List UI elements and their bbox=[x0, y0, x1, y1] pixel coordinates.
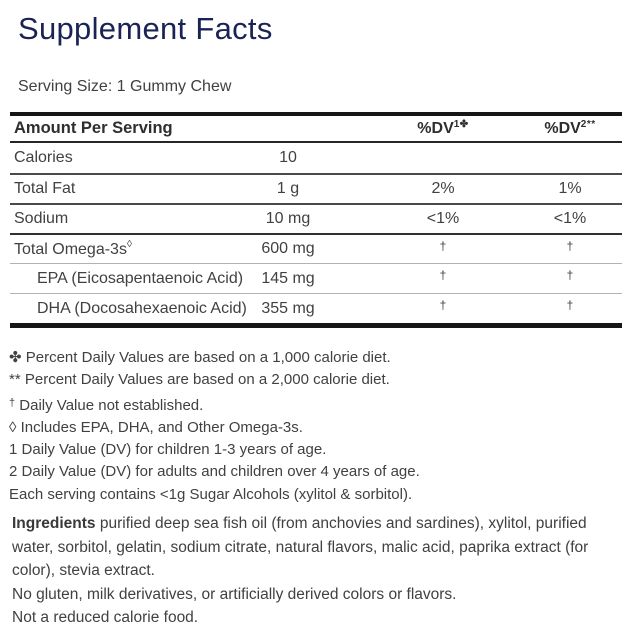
ingredients-list: purified deep sea fish oil (from anchovies and sardines), xylitol, purified water, sorbitol, gelatin, sodium citrate, natural flavors, malic acid, paprika extract (for color), stevia extract. bbox=[12, 515, 589, 580]
table-row-total-omega3s bbox=[10, 233, 622, 263]
no-gluten-note: No gluten, milk derivatives, or artificially derived colors or flavors. bbox=[12, 585, 457, 603]
footnote-text: Includes EPA, DHA, and Other Omega-3s. bbox=[20, 418, 303, 436]
footnote-text: Daily Value (DV) for adults and children over 4 years of age. bbox=[21, 463, 420, 481]
nutrient-dv1: † bbox=[439, 239, 447, 253]
nutrient-dv1: † bbox=[439, 298, 447, 312]
header-dv2 bbox=[518, 119, 622, 138]
nutrient-name: EPA (Eicosapentaenoic Acid) bbox=[37, 269, 244, 287]
nutrition-table bbox=[10, 112, 622, 328]
nutrient-amount: 600 mg bbox=[261, 240, 315, 257]
footnote-1000-calorie bbox=[9, 347, 637, 369]
footnote-text: Daily Value (DV) for children 1-3 years of age. bbox=[21, 441, 327, 459]
nutrient-amount: 1 g bbox=[276, 180, 300, 197]
nutrient-name: Sodium bbox=[14, 210, 69, 227]
table-header-row bbox=[10, 116, 622, 143]
footnote-sugar-alcohols bbox=[9, 484, 637, 506]
nutrient-amount: 10 bbox=[279, 149, 297, 166]
footnote-includes-omega3s bbox=[9, 417, 637, 439]
footnote-dv-children bbox=[9, 439, 637, 461]
four-petal-symbol: ✤ bbox=[9, 349, 22, 366]
table-row-sodium bbox=[10, 203, 622, 233]
footnote-text: Percent Daily Values are based on a 1,000 calorie diet. bbox=[25, 349, 391, 366]
ingredients-block bbox=[12, 512, 622, 630]
nutrient-dv1: † bbox=[439, 268, 447, 282]
header-dv1 bbox=[368, 119, 518, 138]
table-row-epa bbox=[10, 263, 622, 293]
not-reduced-calorie-note: Not a reduced calorie food. bbox=[12, 609, 199, 627]
ingredients-paragraph bbox=[12, 512, 622, 583]
nutrient-dv2: † bbox=[566, 239, 574, 253]
header-dv2-base: %DV bbox=[544, 120, 581, 137]
nutrient-name: Calories bbox=[14, 149, 73, 166]
nutrient-dv1: 2% bbox=[431, 180, 455, 197]
header-dv1-base: %DV bbox=[417, 120, 454, 137]
lozenge-superscript: ◊ bbox=[126, 239, 132, 250]
header-dv1-superscript: 1✤ bbox=[453, 119, 469, 130]
nutrient-name: Total Fat bbox=[14, 180, 76, 197]
lozenge-symbol: ◊ bbox=[9, 418, 17, 436]
footnote-number-2: 2 bbox=[9, 463, 18, 481]
serving-size-text: Serving Size: 1 Gummy Chew bbox=[18, 78, 232, 95]
footnote-2000-calorie bbox=[9, 369, 637, 391]
double-asterisk-symbol: ** bbox=[9, 371, 21, 389]
footnote-number-1: 1 bbox=[9, 441, 18, 459]
table-row-dha bbox=[10, 293, 622, 323]
footnote-text: Percent Daily Values are based on a 2,000 calorie diet. bbox=[24, 371, 390, 389]
ingredients-label: Ingredients bbox=[12, 515, 96, 533]
footnotes-block bbox=[9, 347, 637, 506]
dagger-symbol: † bbox=[9, 396, 16, 409]
footnote-dv-not-established bbox=[9, 392, 637, 417]
footnote-dv-adults bbox=[9, 461, 637, 483]
nutrient-dv2: 1% bbox=[558, 180, 582, 197]
nutrient-amount: 355 mg bbox=[261, 299, 315, 317]
nutrient-dv1: <1% bbox=[426, 210, 460, 227]
page-title: Supplement Facts bbox=[18, 11, 273, 46]
header-amount-per-serving: Amount Per Serving bbox=[14, 119, 173, 137]
header-dv2-superscript: 2** bbox=[580, 119, 596, 130]
footnote-text: Each serving contains <1g Sugar Alcohols (xylitol & sorbitol). bbox=[9, 485, 413, 503]
nutrient-name: DHA (Docosahexaenoic Acid) bbox=[37, 299, 247, 317]
nutrient-dv2: † bbox=[566, 268, 574, 282]
nutrient-amount: 10 mg bbox=[265, 210, 311, 227]
nutrient-name bbox=[10, 239, 208, 259]
nutrient-amount: 145 mg bbox=[261, 269, 315, 287]
footnote-text: Daily Value not established. bbox=[19, 396, 204, 414]
nutrient-dv2: † bbox=[566, 298, 574, 312]
table-row-calories bbox=[10, 143, 622, 173]
nutrient-dv2: <1% bbox=[553, 210, 587, 227]
table-row-total-fat bbox=[10, 173, 622, 203]
nutrient-name-text: Total Omega-3s bbox=[14, 241, 127, 258]
